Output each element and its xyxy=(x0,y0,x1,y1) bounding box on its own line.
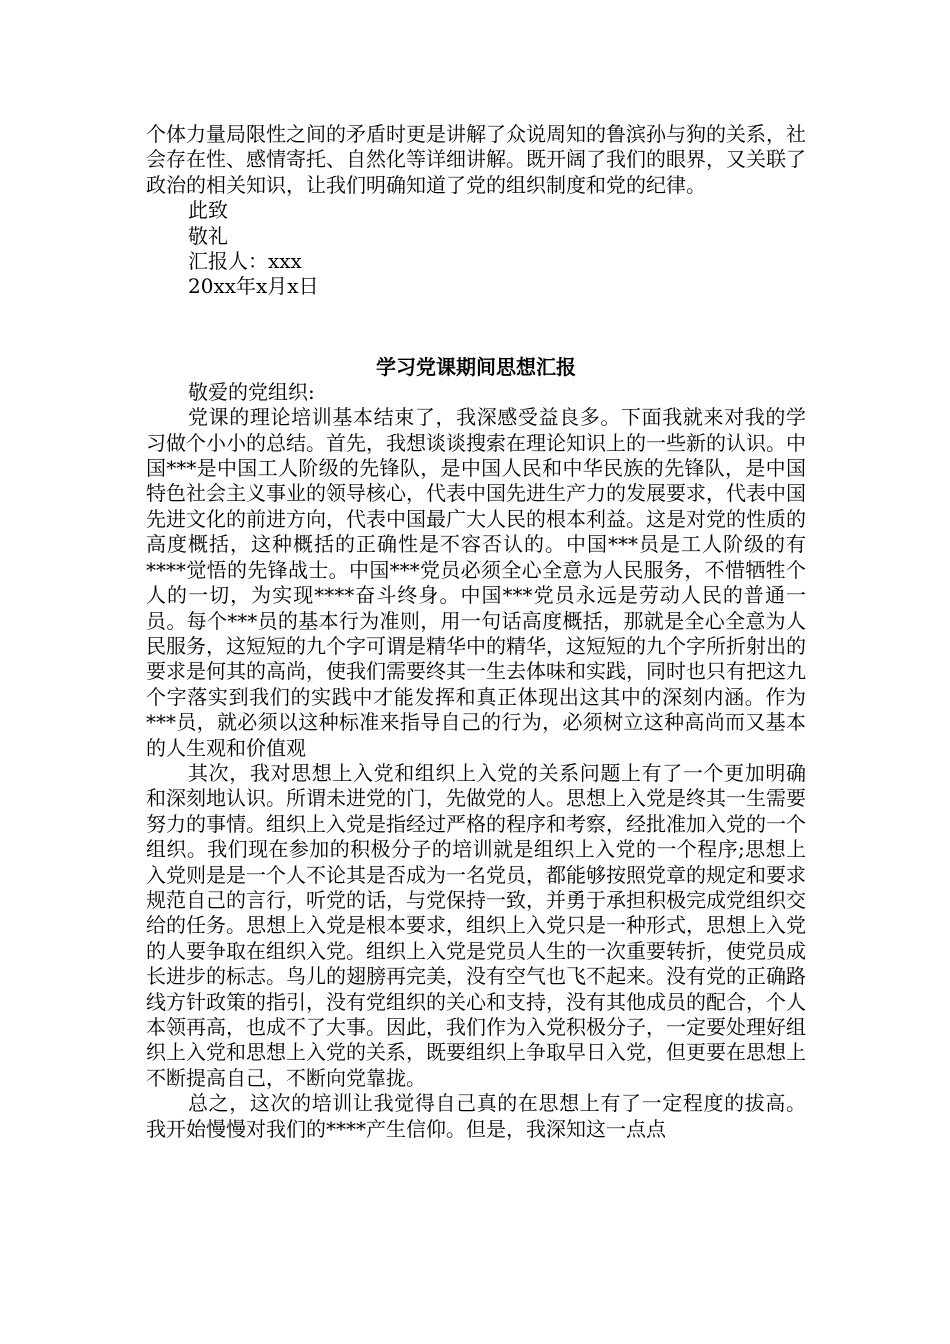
closing-line-ci-zhi: 此致 xyxy=(188,198,228,223)
continuation-paragraph: 个体力量局限性之间的矛盾时更是讲解了众说周知的鲁滨孙与狗的关系，社会存在性、感情寄托、自然化等详细讲解。既开阔了我们的眼界，又关联了政治的相关知识，让我们明确知道了党的组织制度和党的纪律。 xyxy=(146,122,806,197)
body-paragraph-2: 其次，我对思想上入党和组织上入党的关系问题上有了一个更加明确和深刻地认识。所谓未进党的门，先做党的人。思想上入党是终其一生需要努力的事情。组织上入党是指经过严格的程序和考察，经批准加入党的一个组织。我们现在参加的积极分子的培训就是组织上入党的一个程序;思想上入党则是是一个人不论其是否成为一名党员，都能够按照党章的规定和要求规范自己的言行，听党的话，与党保持一致，并勇于承担积极完成党组织交给的任务。思想上入党是根本要求，组织上入党只是一种形式，思想上入党的人要争取在组织入党。组织上入党是党员人生的一次重要转折，使党员成长进步的标志。鸟儿的翅膀再完美，没有空气也飞不起来。没有党的正确路线方针政策的指引，没有党组织的关心和支持，没有其他成员的配合，个人本领再高，也成不了大事。因此，我们作为入党积极分子，一定要处理好组织上入党和思想上入党的关系，既要组织上争取早日入党，但更要在思想上不断提高自己，不断向党靠拢。 xyxy=(146,760,806,1090)
body-paragraph-3: 总之，这次的培训让我觉得自己真的在思想上有了一定程度的拔高。我开始慢慢对我们的****产生信仰。但是，我深知这一点点 xyxy=(146,1091,806,1141)
closing-line-jing-li: 敬礼 xyxy=(188,223,228,248)
report-title: 学习党课期间思想汇报 xyxy=(376,354,576,379)
body-paragraph-1: 党课的理论培训基本结束了，我深感受益良多。下面我就来对我的学习做个小小的总结。首先，我想谈谈搜索在理论知识上的一些新的认识。中国***是中国工人阶级的先锋队，是中国人民和中华民族的先锋队，是中国特色社会主义事业的领导核心，代表中国先进生产力的发展要求，代表中国先进文化的前进方向，代表中国最广大人民的根本利益。这是对党的性质的高度概括，这种概括的正确性是不容否认的。中国***员是工人阶级的有****觉悟的先锋战士。中国***党员必须全心全意为人民服务，不惜牺牲个人的一切，为实现****奋斗终身。中国***党员永远是劳动人民的普通一员。每个***员的基本行为准则，用一句话高度概括，那就是全心全意为人民服务，这短短的九个字可谓是精华中的精华，这短短的九个字所折射出的要求是何其的高尚，使我们需要终其一生去体味和实践，同时也只有把这九个字落实到我们的实践中才能发挥和真正体现出这其中的深刻内涵。作为***员，就必须以这种标准来指导自己的行为，必须树立这种高尚而又基本的人生观和价值观 xyxy=(146,405,806,760)
document-body xyxy=(146,122,806,1142)
date-line: 20xx年x月x日 xyxy=(188,274,319,299)
salutation: 敬爱的党组织: xyxy=(188,379,315,404)
reporter-line: 汇报人：xxx xyxy=(188,249,302,274)
